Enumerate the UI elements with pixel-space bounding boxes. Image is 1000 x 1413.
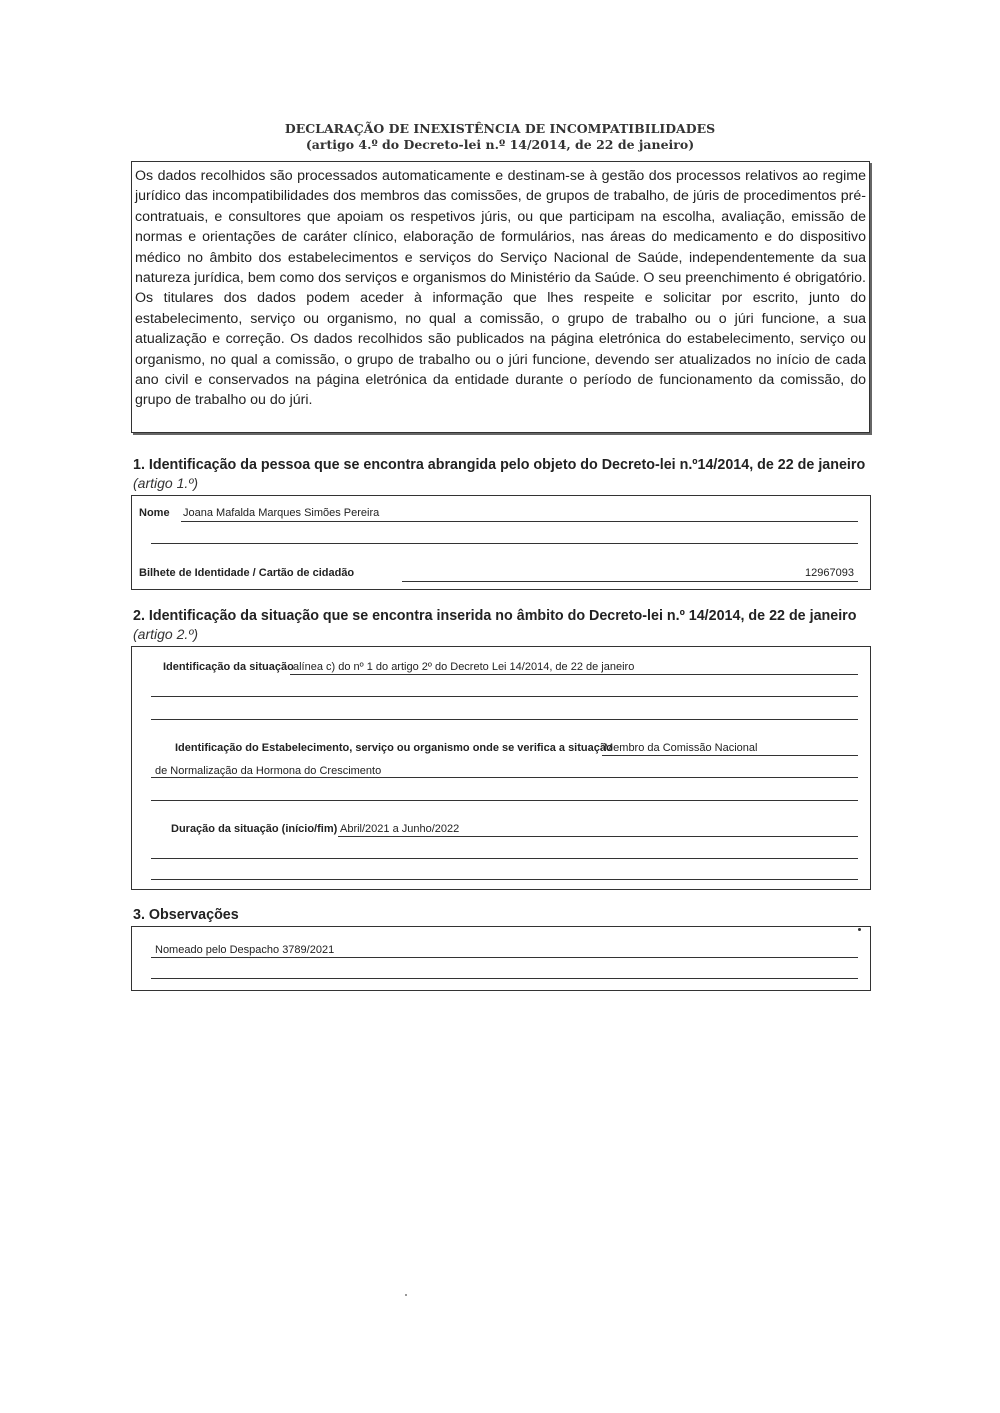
name-field-underline (181, 521, 858, 522)
bullet-dot (858, 928, 861, 931)
establishment-label: Identificação do Estabelecimento, serviço ou organismo onde se verifica a situação (175, 742, 613, 754)
situation-label: Identificação da situação (163, 661, 294, 673)
scan-speck (405, 1294, 407, 1296)
privacy-notice-text: Os dados recolhidos são processados automaticamente e destinam-se à gestão dos processos relativos ao regime jurídico das incompatibilidades dos membros das comissões, de grupos de trabalho, de júris de procedimentos pré-contratuais, e consultores que apoiam os respetivos júris, ou que participam na escolha, avaliação, emissão de normas e orientações de caráter clínico, elaboração de formulários, nas áreas do medicamento e do dispositivo médico no âmbito dos estabelecimentos e serviços do Serviço Nacional de Saúde, independentemente da sua natureza jurídica, bem como dos serviços e organismos do Ministério da Saúde. O seu preenchimento é obrigatório. Os titulares dos dados podem aceder à informação que lhes respeite e solicitar por escrito, junto do estabelecimento, serviço ou organismo, no qual a comissão, o grupo de trabalho ou o júri funcione, a sua atualização e correção. Os dados recolhidos são publicados na página eletrónica do estabelecimento, serviço ou organismo, no qual a comissão, o grupo de trabalho ou o júri funcione, devendo ser atualizados no início de cada ano civil e conservados na página eletrónica da entidade durante o período de funcionamento da comissão, do grupo de trabalho ou do júri. (135, 168, 866, 409)
observations-field-underline (151, 957, 858, 958)
section-2-title: 2. Identificação da situação que se encontra inserida no âmbito do Decreto-lei n.º 14/2014, de 22 de janeiro (133, 608, 857, 624)
section-3-box (131, 926, 871, 991)
duration-field-value[interactable]: Abril/2021 a Junho/2022 (340, 823, 460, 835)
establishment-field-value-1[interactable]: Membro da Comissão Nacional (604, 742, 758, 754)
section-3-title: 3. Observações (133, 907, 239, 923)
section-2-subtitle: (artigo 2.º) (133, 626, 199, 642)
observations-field-value[interactable]: Nomeado pelo Despacho 3789/2021 (155, 944, 335, 956)
duration-field-underline (338, 836, 858, 837)
observations-field-underline-2 (151, 978, 858, 979)
id-label: Bilhete de Identidade / Cartão de cidadão (139, 567, 355, 579)
duration-field-underline-2 (151, 858, 858, 859)
document-title: DECLARAÇÃO DE INEXISTÊNCIA DE INCOMPATIBILIDADES (284, 121, 716, 136)
situation-field-underline-2 (151, 696, 858, 697)
document-subtitle: (artigo 4.º do Decreto-lei n.º 14/2014, de 22 de janeiro) (305, 137, 695, 152)
establishment-field-underline (602, 755, 858, 756)
section-1-title: 1. Identificação da pessoa que se encontra abrangida pelo objeto do Decreto-lei n.º14/2014, de 22 de janeiro (133, 457, 866, 473)
situation-field-underline (290, 674, 858, 675)
situation-field-value[interactable]: alínea c) do nº 1 do artigo 2º do Decreto Lei 14/2014, de 22 de janeiro (293, 661, 635, 673)
establishment-field-value-2[interactable]: de Normalização da Hormona do Crescimento (155, 765, 382, 777)
duration-field-underline-3 (151, 879, 858, 880)
situation-field-underline-3 (151, 719, 858, 720)
privacy-notice-box (131, 161, 870, 433)
id-field-value[interactable]: 12967093 (805, 567, 854, 579)
establishment-field-underline-2 (151, 777, 858, 778)
section-1-subtitle: (artigo 1.º) (133, 475, 199, 491)
name-field-value[interactable]: Joana Mafalda Marques Simões Pereira (183, 507, 380, 519)
name-label: Nome (139, 507, 170, 519)
duration-label: Duração da situação (início/fim) (171, 823, 338, 835)
id-field-underline (402, 581, 858, 582)
establishment-field-underline-3 (151, 800, 858, 801)
name-field-underline-2 (151, 543, 858, 544)
